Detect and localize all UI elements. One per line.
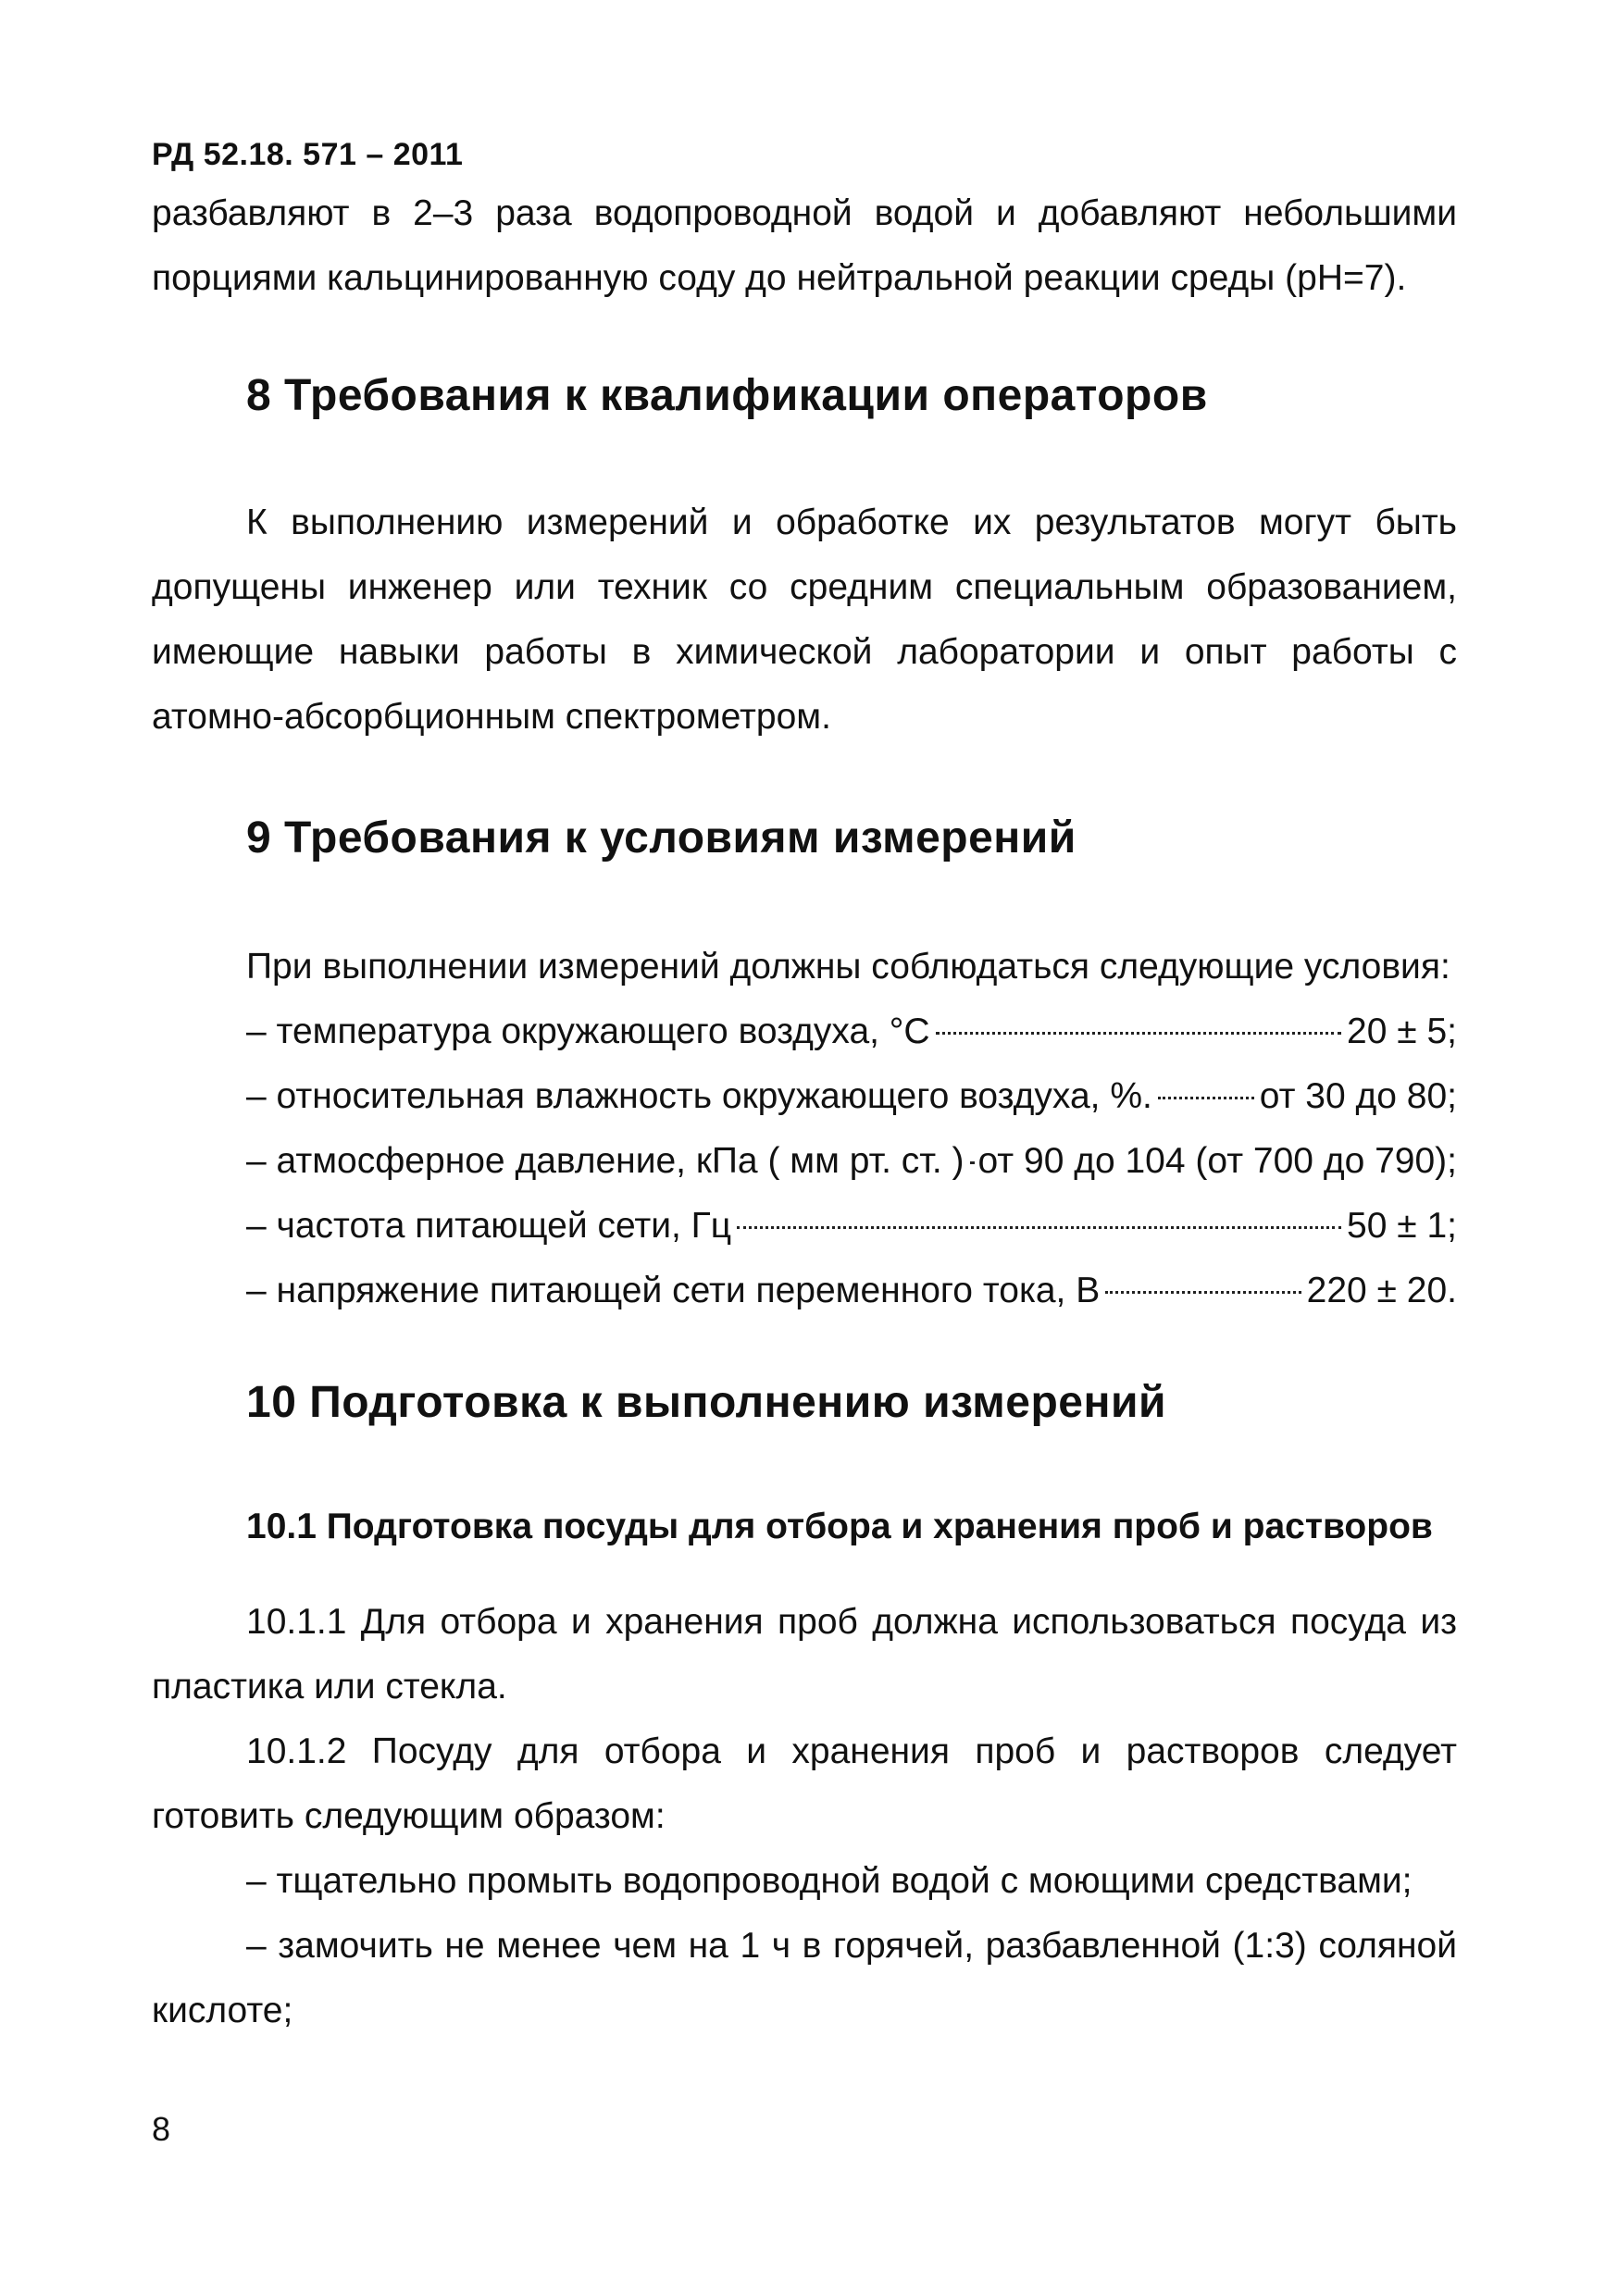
section-8-title: 8 Требования к квалификации операторов <box>246 371 1208 420</box>
document-code-header: РД 52.18. 571 – 2011 <box>152 137 464 172</box>
condition-pressure <box>246 1129 1457 1194</box>
intro-paragraph <box>152 181 1457 311</box>
list-item-2: – замочить не менее чем на 1 ч в горячей, разбавленной (1:3) соляной кислоте; <box>152 1926 1457 2030</box>
condition-label: – атмосферное давление, кПа ( мм рт. ст. ) <box>246 1141 965 1181</box>
condition-value: 20 ± 5; <box>1347 1011 1457 1051</box>
section-10-body <box>152 1590 1457 2043</box>
condition-label: – температура окружающего воздуха, °С <box>246 1011 930 1051</box>
condition-value: от 30 до 80; <box>1259 1076 1457 1116</box>
list-item-1: – тщательно промыть водопроводной водой с моющими средствами; <box>246 1861 1413 1901</box>
condition-voltage <box>246 1259 1457 1323</box>
condition-label: – напряжение питающей сети переменного тока, В <box>246 1271 1101 1310</box>
dot-leader <box>936 1032 1341 1035</box>
condition-temperature <box>246 999 1457 1064</box>
section-9-title: 9 Требования к условиям измерений <box>246 813 1077 863</box>
dot-leader <box>1158 1097 1254 1099</box>
intro-line-1: разбавляют в 2–3 раза водопроводной водой и добавляют небольшими <box>152 193 1457 233</box>
page-number: 8 <box>152 2110 171 2148</box>
section-8-text <box>152 490 1457 750</box>
condition-humidity <box>246 1064 1457 1129</box>
section-8-paragraph: К выполнению измерений и обработке их результатов могут быть допущены инженер или техник со средним специальным образованием, имеющие навыки работы в химической лаборатории и опыт работы с атомно-абсорбционным спектрометром. <box>152 503 1457 737</box>
condition-value: 50 ± 1; <box>1347 1206 1457 1246</box>
paragraph-10-1-2: 10.1.2 Посуду для отбора и хранения проб и растворов следует готовить следующим образом: <box>152 1731 1457 1836</box>
condition-value: 220 ± 20. <box>1306 1271 1457 1310</box>
subsection-10-1-title: 10.1 Подготовка посуды для отбора и хранения проб и растворов <box>246 1507 1433 1546</box>
section-10-title: 10 Подготовка к выполнению измерений <box>246 1378 1167 1427</box>
dot-leader <box>1105 1291 1301 1294</box>
condition-label: – частота питающей сети, Гц <box>246 1206 732 1246</box>
condition-label: – относительная влажность окружающего воздуха, %. <box>246 1076 1152 1116</box>
condition-value: от 90 до 104 (от 700 до 790); <box>977 1141 1457 1181</box>
condition-frequency <box>246 1194 1457 1259</box>
section-9-intro-text: При выполнении измерений должны соблюдаться следующие условия: <box>246 947 1450 987</box>
intro-line-2: порциями кальцинированную соду до нейтральной реакции среды (pH=7). <box>152 258 1407 298</box>
dot-leader <box>970 1161 973 1164</box>
section-9-intro <box>246 935 1457 999</box>
dot-leader <box>737 1226 1341 1229</box>
paragraph-10-1-1: 10.1.1 Для отбора и хранения проб должна использоваться посуда из пластика или стекла. <box>152 1602 1457 1706</box>
